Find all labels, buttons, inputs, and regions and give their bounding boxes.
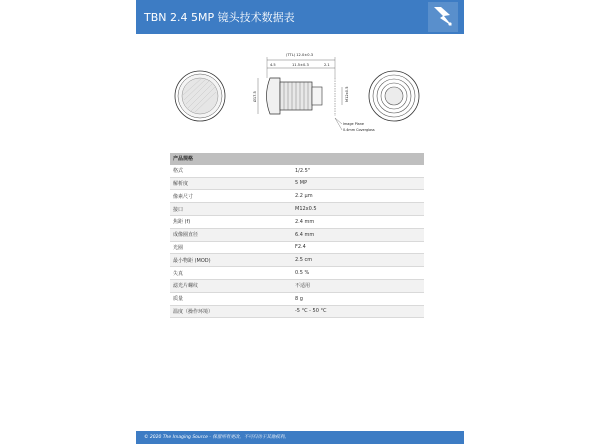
table-row	[170, 305, 424, 318]
spec-value: 2.4 mm	[292, 215, 424, 228]
dim-thread-label: M12x0.5	[345, 86, 349, 102]
dim-b-label: 11.5±0.3	[292, 63, 309, 67]
table-row	[170, 177, 424, 190]
spec-value: 0.5 %	[292, 267, 424, 280]
spec-key: 成像圈直径	[170, 228, 292, 241]
table-row	[170, 279, 424, 292]
dim-diameter-label: Ø17.5	[253, 91, 257, 102]
table-row	[170, 267, 424, 280]
spec-value: 6.4 mm	[292, 228, 424, 241]
page-title: TBN 2.4 5MP 镜头技术数据表	[144, 11, 295, 24]
spec-key: 滤光片螺纹	[170, 279, 292, 292]
spec-value: 不适用	[292, 279, 424, 292]
brand-logo-icon	[428, 2, 458, 32]
dim-c-label: 2.1	[324, 63, 330, 67]
table-row	[170, 228, 424, 241]
coverglass-label: 0.4mm Coverglass	[343, 128, 375, 132]
spec-key: 失真	[170, 267, 292, 280]
datasheet-page	[136, 0, 464, 444]
header-bar	[136, 0, 464, 34]
table-row	[170, 165, 424, 177]
footer-bar	[136, 431, 464, 444]
spec-key: 质量	[170, 292, 292, 305]
spec-value: 5 MP	[292, 177, 424, 190]
spec-key: 最小物距 (MOD)	[170, 254, 292, 267]
lens-front-view	[175, 71, 225, 121]
lens-side-view	[252, 53, 375, 132]
spec-value: 1/2.5"	[292, 165, 424, 177]
image-plane-label: Image Plane	[343, 122, 364, 126]
table-row	[170, 254, 424, 267]
spec-key: 焦距 (f)	[170, 215, 292, 228]
spec-value: 2.5 cm	[292, 254, 424, 267]
table-row	[170, 203, 424, 216]
spec-value: F2.4	[292, 241, 424, 254]
spec-header-label: 产品规格	[170, 153, 424, 165]
dim-ttl-label: (TTL) 12.0±0.3	[286, 53, 314, 57]
spec-value: 8 g	[292, 292, 424, 305]
spec-value: 2.2 µm	[292, 190, 424, 203]
spec-table-header	[170, 153, 424, 165]
lens-technical-drawing	[172, 44, 422, 134]
table-row	[170, 190, 424, 203]
spec-table	[170, 153, 424, 318]
lens-rear-view	[369, 71, 419, 121]
spec-value: -5 °C - 50 °C	[292, 305, 424, 318]
table-row	[170, 215, 424, 228]
spec-key: 温度（操作环境）	[170, 305, 292, 318]
footer-copyright: © 2020 The Imaging Source - 保留所有更改，不可归功于其他权利。	[144, 435, 289, 440]
table-row	[170, 241, 424, 254]
dim-a-label: 4.5	[270, 63, 276, 67]
table-row	[170, 292, 424, 305]
spec-value: M12x0.5	[292, 203, 424, 216]
spec-key: 接口	[170, 203, 292, 216]
spec-key: 解析度	[170, 177, 292, 190]
spec-key: 格式	[170, 165, 292, 177]
spec-key: 像素尺寸	[170, 190, 292, 203]
spec-key: 光圈	[170, 241, 292, 254]
